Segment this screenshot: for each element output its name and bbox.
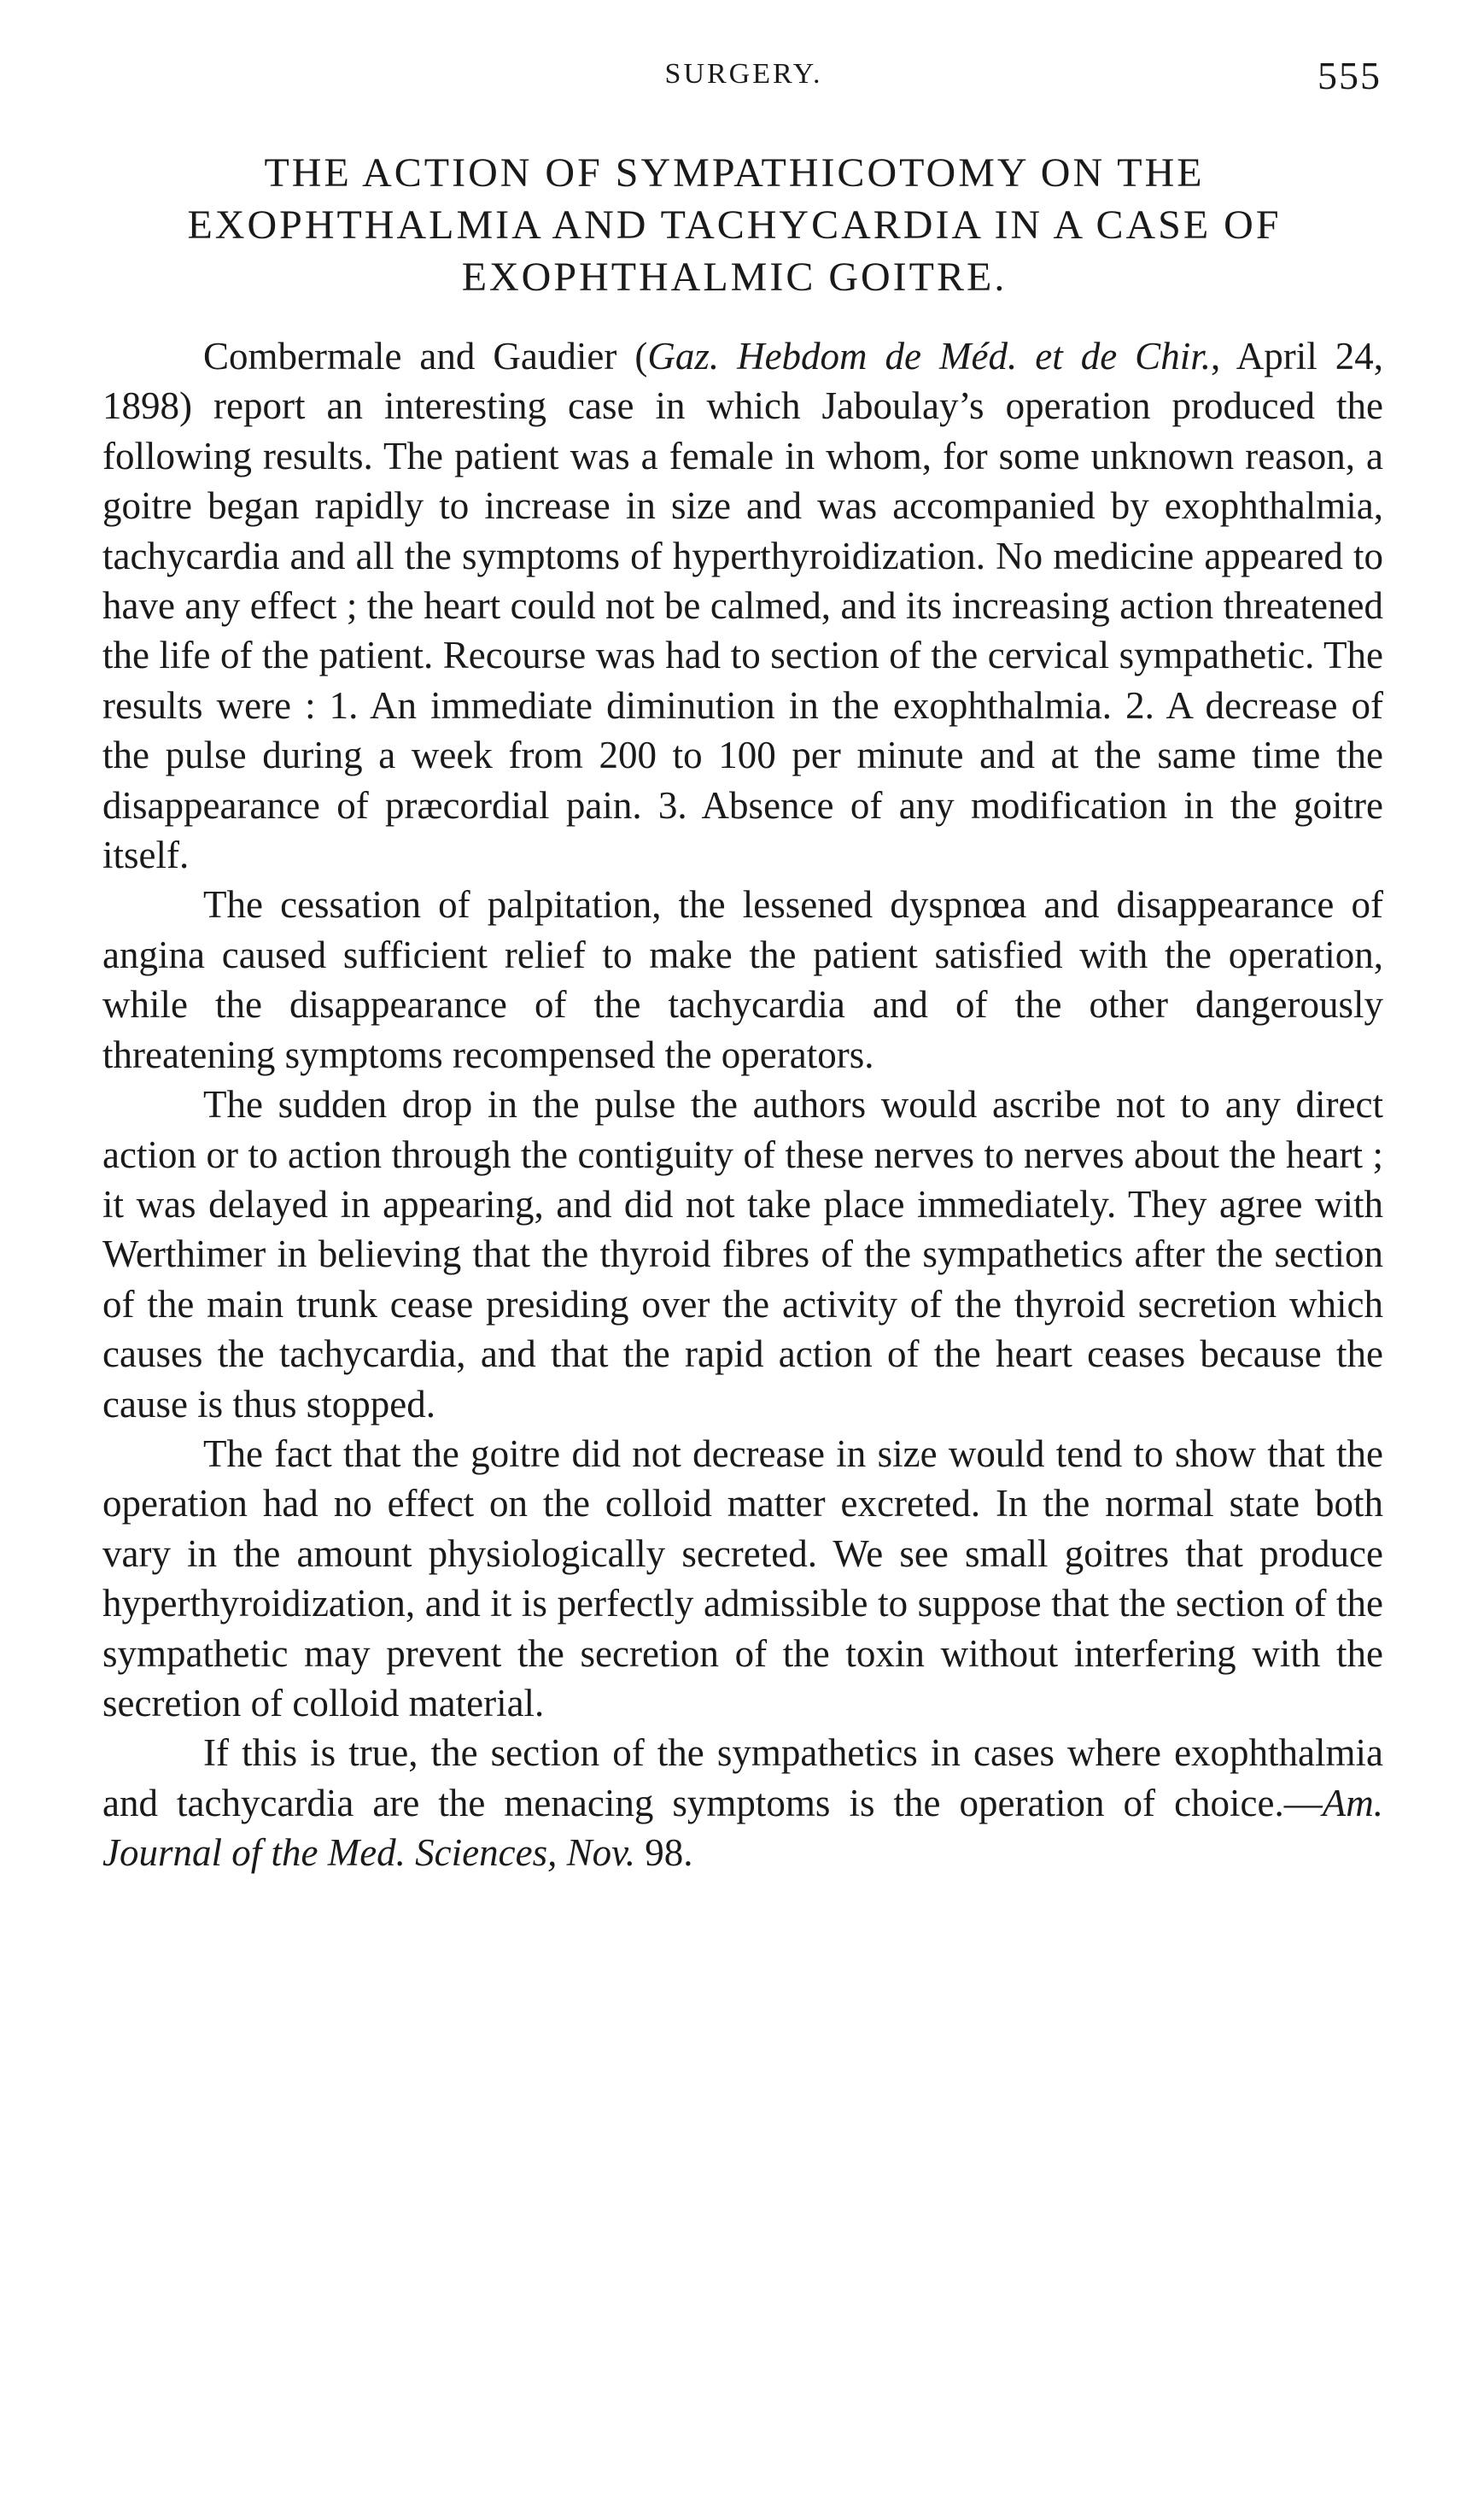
closing-citation: Am. Journal of the Med. Sciences, Nov.	[102, 1781, 1383, 1875]
paragraph-3: The sudden drop in the pulse the authors would ascribe not to any direct action or to action through the contiguity of these nerves to nerves about the heart ; it was delayed in appearing, and did not take place immediately. They agree with Werthimer in believing that the thyroid fibres of the sympathetics after the section of the main trunk cease presiding over the activity of the thyroid secretion which causes the tachycardia, and that the rapid action of the heart ceases because the cause is thus stopped.	[102, 1083, 1383, 1426]
paragraph-5	[102, 1728, 1383, 1877]
paragraph-1	[102, 331, 1383, 880]
paragraph-1-text: , April 24, 1898) report an interesting case in which Jaboulay’s operation produced the following results. The patient was a female in whom, for some unknown reason, a goitre began rapidly to increase in size and was accompanied by exophthalmia, tachycardia and all the symptoms of hyperthyroidization. No medicine appeared to have any effect ; the heart could not be calmed, and its increasing action threatened the life of the patient. Recourse was had to section of the cervical sympathetic. The results were : 1. An immediate diminution in the exophthalmia. 2. A decrease of the pulse during a week from 200 to 100 per minute and at the same time the disappearance of præcordial pain. 3. Absence of any modification in the goitre itself.	[102, 335, 1383, 877]
citation-source: Gaz. Hebdom de Méd. et de Chir.	[647, 335, 1211, 378]
running-title: SURGERY.	[664, 58, 823, 90]
paragraph-2: The cessation of palpitation, the lessened dyspnœa and disappearance of angina caused sufficient relief to make the patient satisfied with the operation, while the disappearance of the tachycardia and of the other dangerously threatening symptoms recompensed the operators.	[102, 883, 1383, 1076]
page-number: 555	[1317, 54, 1382, 97]
running-head	[106, 54, 1382, 109]
article-title: THE ACTION OF SYMPATHICOTOMY ON THE EXOPHTHALMIA AND TACHYCARDIA IN A CASE OF EXOPHTHALMIC GOITRE.	[187, 150, 1282, 300]
closing-citation-tail: 98.	[634, 1831, 693, 1875]
article-body	[102, 331, 1383, 1878]
paragraph-1-lead: Combermale and Gaudier (	[203, 335, 648, 378]
paragraph-5-text: If this is true, the section of the sympathetics in cases where exophthalmia and tachycardia are the menacing symptoms is the operation of choice.—	[102, 1731, 1383, 1824]
paragraph-4: The fact that the goitre did not decrease in size would tend to show that the operation had no effect on the colloid matter excreted. In the normal state both vary in the amount physiologically secreted. We see small goitres that produce hyperthyroidization, and it is perfectly admissible to suppose that the section of the sympathetic may prevent the secretion of the toxin without interfering with the secretion of colloid material.	[102, 1431, 1383, 1724]
